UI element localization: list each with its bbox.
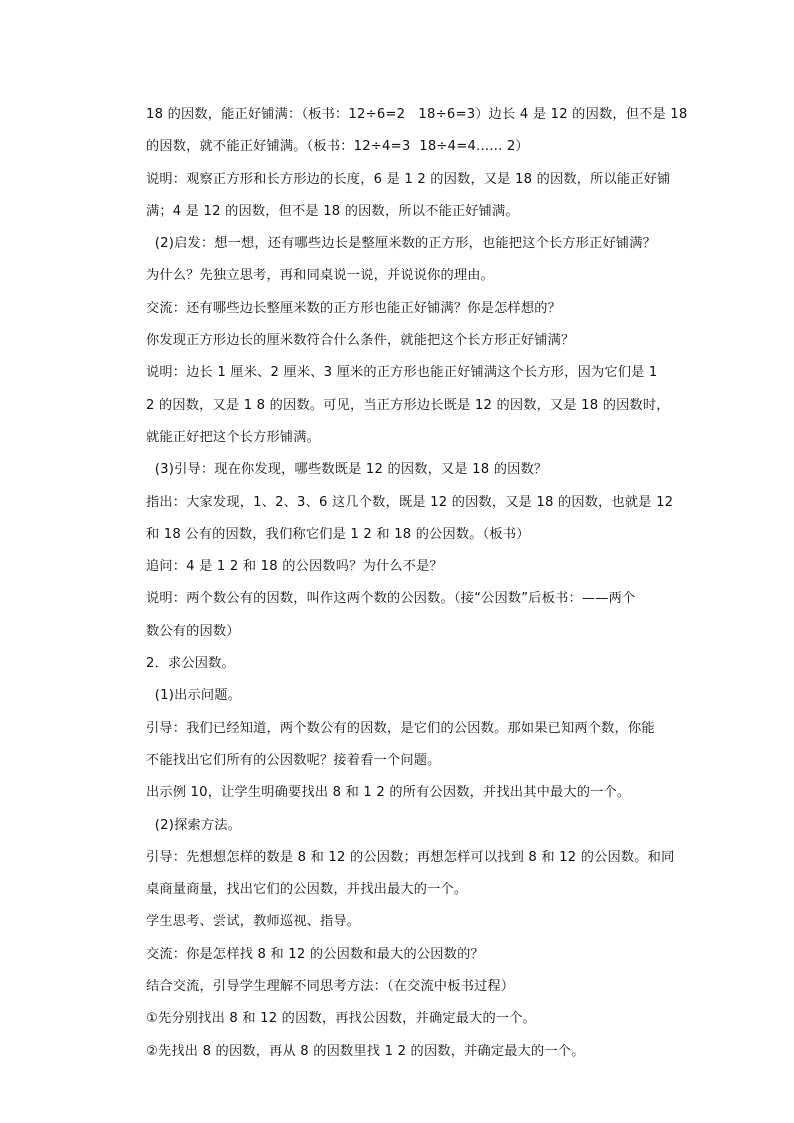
text-line: 说明：边长 1 厘米、2 厘米、3 厘米的正方形也能正好铺满这个长方形，因为它们是 1 (146, 365, 658, 381)
text-line: 交流：还有哪些边长整厘米数的正方形也能正好铺满？你是怎样想的？ (146, 300, 562, 316)
text-line: 说明：观察正方形和长方形边的长度，6 是 1 2 的因数，又是 18 的因数，所以能正好铺 (146, 171, 671, 187)
text-line: 说明：两个数公有的因数，叫作这两个数的公因数。（接“公因数”后板书：——两个 (146, 591, 636, 607)
text-line: 桌商量商量，找出它们的公因数，并找出最大的一个。 (146, 882, 468, 898)
text-line: 追问：4 是 1 2 和 18 的公因数吗？为什么不是？ (146, 559, 443, 575)
text-line: 数公有的因数） (146, 623, 240, 639)
text-line: 交流：你是怎样找 8 和 12 的公因数和最大的公因数的？ (146, 946, 484, 962)
text-line: 出示例 10，让学生明确要找出 8 和 1 2 的所有公因数，并找出其中最大的一个。 (146, 785, 631, 801)
text-line: 就能正好把这个长方形铺满。 (146, 429, 321, 445)
text-line: 引导：先想想怎样的数是 8 和 12 的公因数；再想怎样可以找到 8 和 12 的公因数。和同 (146, 849, 675, 865)
text-line: (2)启发：想一想，还有哪些边长是整厘米数的正方形，也能把这个长方形正好铺满？ (146, 236, 657, 252)
text-line: 不能找出它们所有的公因数呢？接着看一个问题。 (146, 752, 441, 768)
text-line: (1)出示问题。 (146, 688, 242, 704)
text-line: 18 的因数，能正好铺满：（板书：12÷6=2 18÷6=3）边长 4 是 12 的因数，但不是 18 (146, 107, 688, 122)
text-line: 引导：我们已经知道，两个数公有的因数，是它们的公因数。那如果已知两个数，你能 (146, 720, 655, 736)
text-line: 2 的因数，又是 1 8 的因数。可见，当正方形边长既是 12 的因数，又是 18 的因数时， (146, 397, 670, 413)
text-line: ②先找出 8 的因数，再从 8 的因数里找 1 2 的因数，并确定最大的一个。 (146, 1043, 585, 1059)
text-line: 满；4 是 12 的因数，但不是 18 的因数，所以不能正好铺满。 (146, 203, 519, 219)
text-line: 和 18 公有的因数，我们称它们是 1 2 和 18 的公因数。（板书） (146, 526, 530, 542)
text-line: (3)引导：现在你发现，哪些数既是 12 的因数，又是 18 的因数？ (146, 462, 548, 478)
text-line: 指出：大家发现，1、2、3、6 这几个数，既是 12 的因数，又是 18 的因数，也就是 12 (146, 494, 674, 510)
text-line: 你发现正方形边长的厘米数符合什么条件，就能把这个长方形正好铺满？ (146, 333, 575, 349)
text-line: ①先分别找出 8 和 12 的因数，再找公因数，并确定最大的一个。 (146, 1011, 537, 1027)
text-line: 结合交流，引导学生理解不同思考方法：（在交流中板书过程） (146, 979, 515, 995)
text-line: 2．求公因数。 (146, 656, 235, 672)
text-line: (2)探索方法。 (146, 817, 242, 833)
document-body (146, 99, 706, 1068)
text-line: 为什么？先独立思考，再和同桌说一说，并说说你的理由。 (146, 268, 495, 284)
text-line: 的因数，就不能正好铺满。（板书：12÷4=3 18÷4=4...... 2） (146, 139, 529, 155)
text-line: 学生思考、尝试，教师巡视、指导。 (146, 914, 361, 930)
